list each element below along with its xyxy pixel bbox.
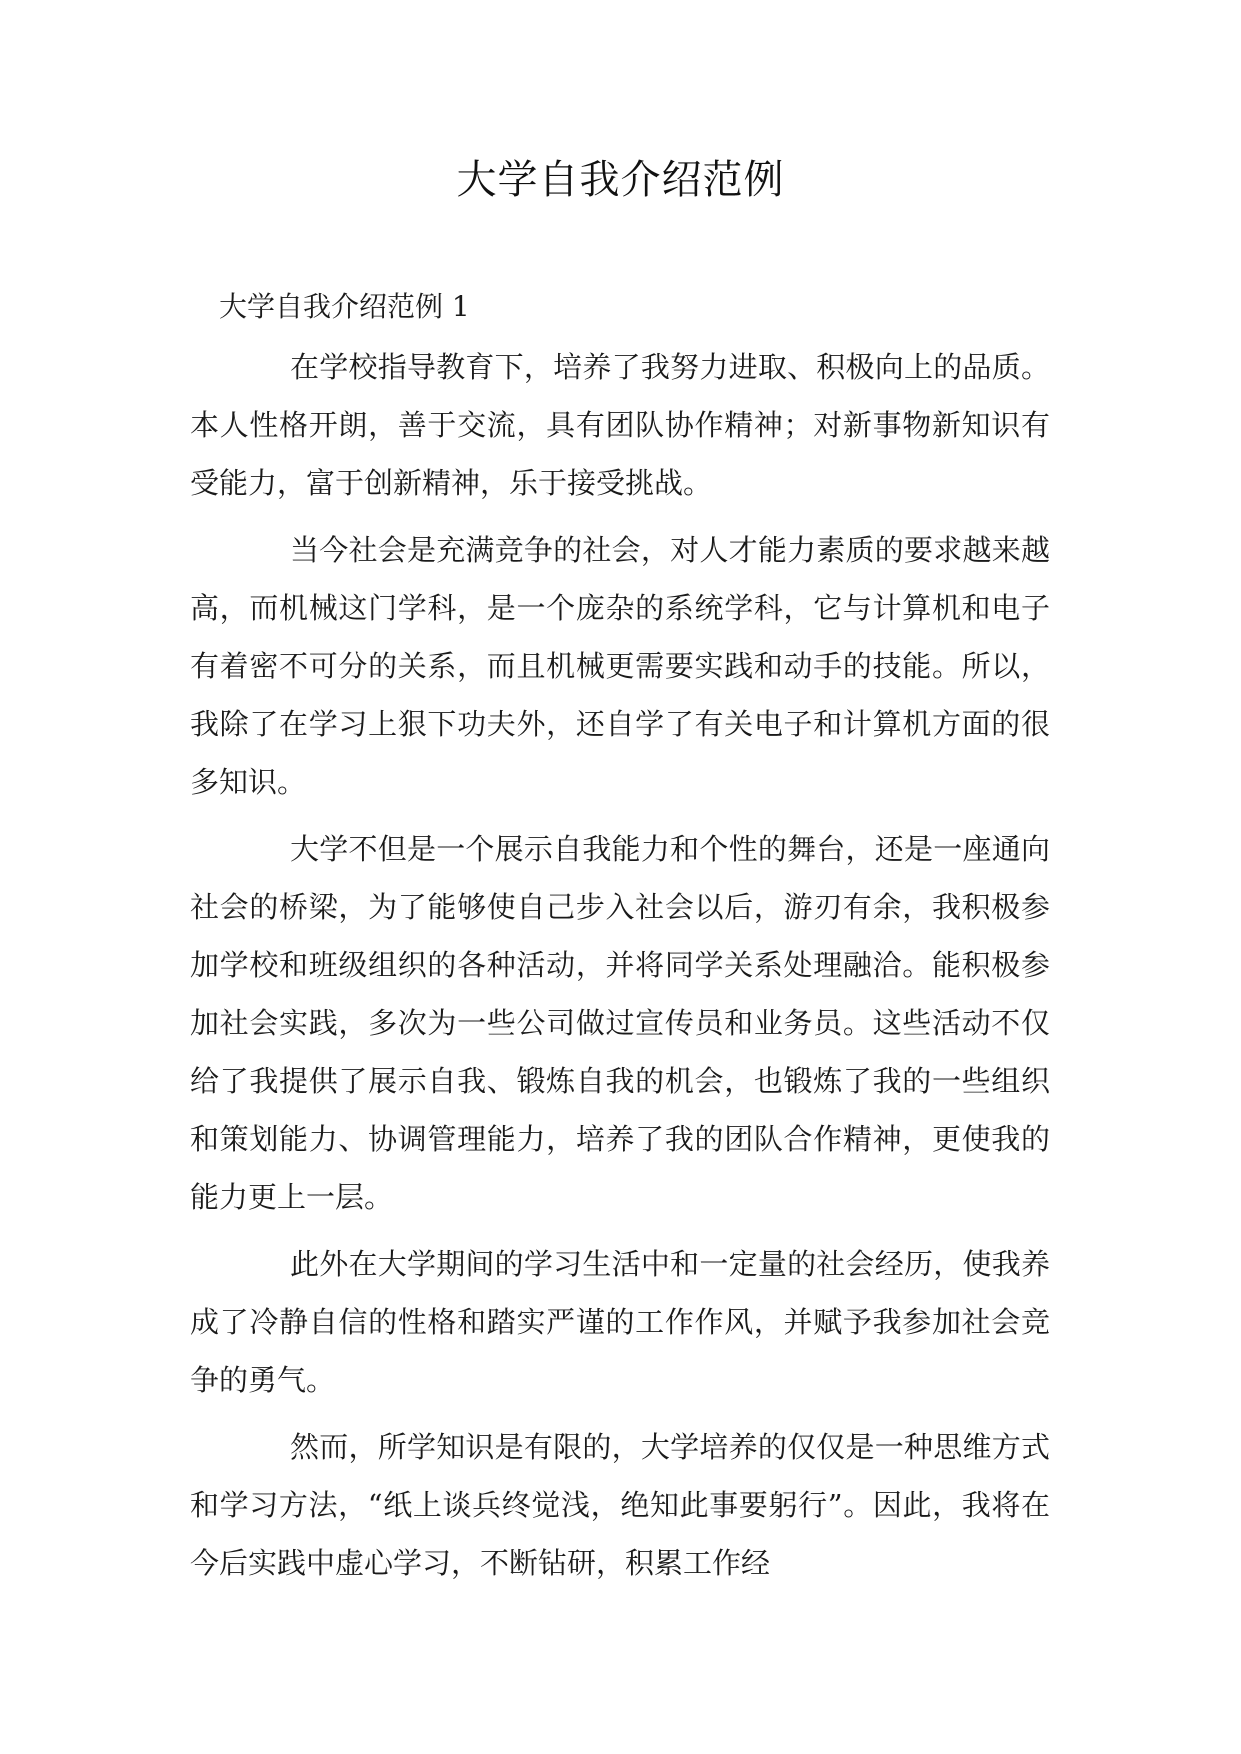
paragraph: 当今社会是充满竞争的社会，对人才能力素质的要求越来越高，而机械这门学科，是一个庞杂的系统学科，它与计算机和电子有着密不可分的关系，而且机械更需要实践和动手的技能。所以，我除了在学习上狠下功夫外，还自学了有关电子和计算机方面的很多知识。 <box>190 533 1050 799</box>
paragraph: 大学不但是一个展示自我能力和个性的舞台，还是一座通向社会的桥梁，为了能够使自己步入社会以后，游刃有余，我积极参加学校和班级组织的各种活动，并将同学关系处理融洽。能积极参加社会实践，多次为一些公司做过宣传员和业务员。这些活动不仅给了我提供了展示自我、锻炼自我的机会，也锻炼了我的一些组织和策划能力、协调管理能力，培养了我的团队合作精神，更使我的能力更上一层。 <box>190 832 1050 1214</box>
paragraph: 然而，所学知识是有限的，大学培养的仅仅是一种思维方式和学习方法，“纸上谈兵终觉浅，绝知此事要躬行”。因此，我将在今后实践中虚心学习，不断钻研，积累工作经 <box>190 1430 1050 1580</box>
document-body <box>190 338 1050 1601</box>
paragraph: 此外在大学期间的学习生活中和一定量的社会经历，使我养成了冷静自信的性格和踏实严谨的工作作风，并赋予我参加社会竞争的勇气。 <box>190 1247 1050 1397</box>
document-title: 大学自我介绍范例 <box>456 157 785 203</box>
section-heading: 大学自我介绍范例 1 <box>219 290 470 323</box>
paragraph: 在学校指导教育下，培养了我努力进取、积极向上的品质。本人性格开朗，善于交流，具有团队协作精神；对新事物新知识有受能力，富于创新精神，乐于接受挑战。 <box>190 350 1050 500</box>
